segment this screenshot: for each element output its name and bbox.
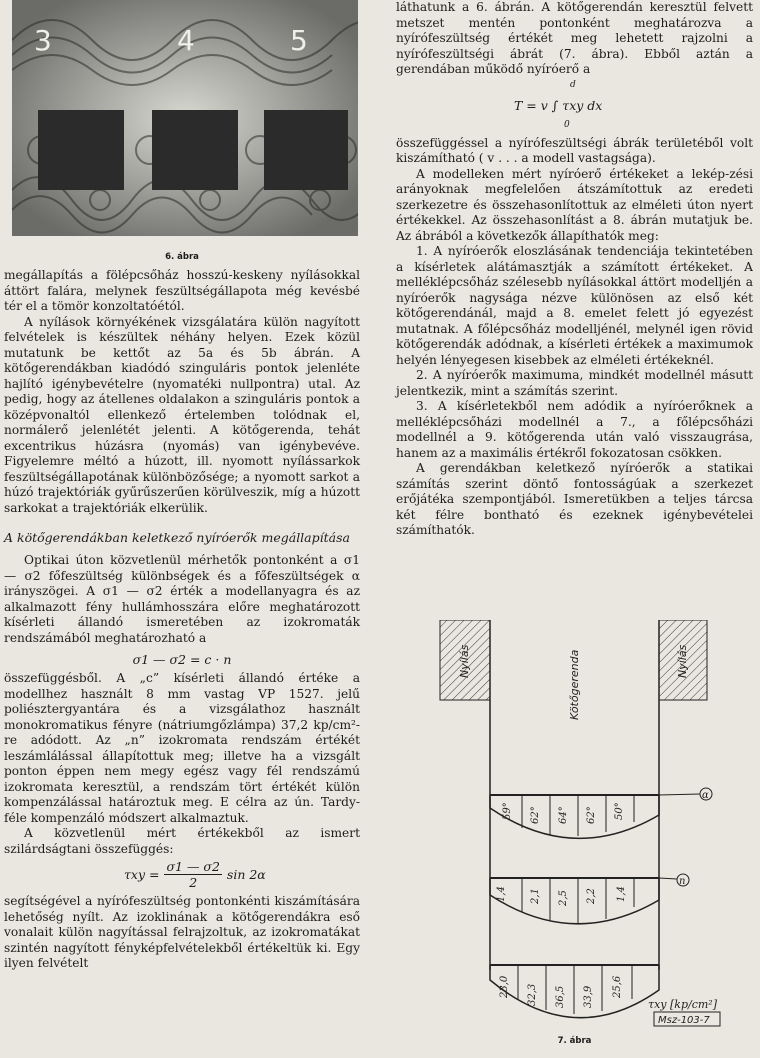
right-paragraph-6: 3. A kísérletekből nem adódik a nyíróerőknek a melléklépcsőházi modellnél a 7., a főlépcsőházi modellnél a 9. kötőgerenda után való visszaugrása, hanem az a maximális értékről fokozatosan csökken.: [396, 399, 753, 460]
formula-sigma: σ1 — σ2 = c · n: [132, 652, 232, 667]
tau-value-4: 33,9: [583, 985, 594, 1008]
n-value-3: 2,5: [558, 890, 569, 906]
opening-right-label: Nyílás: [676, 644, 689, 678]
formula-tau: [124, 859, 360, 890]
tau-value-2: 32,3: [527, 983, 538, 1006]
tau-unit-label: τxy [kp/cm²]: [648, 998, 717, 1011]
photo-digit-4: 4: [177, 24, 195, 57]
right-paragraph-3: A modelleken mért nyíróerő értékeket a lekép-zési arányoknak megfelelően átszámítottuk az eredeti szerkezetre és összehasonlítottuk az elméleti úton nyert értékekkel. Az összehasonlítást a 8. ábrán mutatjuk be. Az ábrából a következők állapíthatók meg:: [396, 166, 753, 243]
alpha-value-1: 59°: [502, 802, 513, 820]
figure-6-image: [12, 0, 358, 236]
alpha-value-5: 50°: [614, 802, 625, 820]
figure-6-caption: 6. ábra: [165, 252, 199, 262]
formula-tau-denominator: 2: [189, 875, 198, 890]
left-paragraph-2: A nyílások környékének vizsgálatára külön nagyított felvételek is készültek néhány helyen. Ezek közül mutatunk be kettőt az 5a és 5b ábrán. A kötőgerendákban kiadódó szinguláris pontok jelenléte hajlító igénybevételre (nyomatéki nullpontra) utal. Az pedig, hogy az átellenes oldalakon a szinguláris pontok a középvonaltól ellenkező értelemben tolódnak el, normálerő jelenlétét jelenti. A kötőgerenda, tehát excentrikus húzásra (nyomás) van igénybevéve. Figyelemre méltó a húzott, ill. nyomott nyílássarkok feszültségállapotának különbözősége; a nyomott sarkot a húzó trajektóriák gyűrűszerűen körülveszik, míg a húzott sarkokat a trajektóriák elkerülik.: [4, 314, 360, 515]
n-value-2: 2,1: [530, 888, 541, 904]
right-paragraph-4: 1. A nyíróerők eloszlásának tendenciája tekintetében a kísérletek alátámasztják a számított értékeket. A melléklépcsőház szélesebb nyílásokkal áttört modelljén a nyíróerők nagysága nézve különösen az első két kötőgerendánál, majd a 8. emelet felett jó egyezést mutatnak. A főlépcsőház modelljénél, melynél igen rövid kötőgerendák adódnak, a kísérleti értékek a maximumok helyén lényegesen kisebbek az elméleti értékeknél.: [396, 244, 753, 367]
alpha-value-4: 62°: [586, 806, 597, 824]
tau-value-3: 36,5: [555, 985, 566, 1008]
right-paragraph-5: 2. A nyíróerők maximuma, mindkét modellnél másutt jelentkezik, mint a számítás szerint.: [396, 368, 753, 398]
figure-7-diagram: [396, 620, 753, 1050]
opening-left-label: Nyílás: [458, 644, 471, 678]
right-paragraph-1: láthatunk a 6. ábrán. A kötőgerendán keresztül felvett metszet mentén pontonként meghatározva a nyírófeszültség értékét meg lehetett rajzolni a nyírófeszültségi ábrát (7. ábra). Ebből aztán a gerendában működő nyíróerő a: [396, 0, 753, 76]
formula-tau-numerator: σ1 — σ2: [166, 859, 220, 874]
photo-digit-3: 3: [34, 24, 52, 57]
formula-integral-upper: d: [570, 79, 576, 90]
section-heading: A kötőgerendákban keletkező nyíróerők megállapítása: [4, 530, 350, 545]
formula-tau-lhs: τxy =: [124, 867, 160, 882]
left-paragraph-5: A közvetlenül mért értékekből az ismert szilárdságtani összefüggés:: [4, 826, 360, 856]
formula-tau-rhs: sin 2α: [226, 867, 266, 882]
figure-6-photoelastic-photo: [12, 0, 358, 236]
left-paragraph-4: összefüggésből. A „c” kísérleti állandó értéke a modellhez használt 8 mm vastag VP 1527. jelű poliésztergyantára és a vizsgálathoz használt monokromatikus fényre (nátriumgőzlámpa) 37,2 kp/cm²-re adódott. Az „n” izokromata rendszám értékét leszámlálással állapítottuk meg; illetve ha a vizsgált ponton éppen nem megy egész vagy fél rendszámú izokromata keresztül, a rendszám tört értékét külön kompenzálással határoztuk meg. E célra az ún. Tardy-féle kompenzáló módszert alkalmaztuk.: [4, 671, 360, 825]
right-column: [396, 0, 753, 1046]
formula-integral-text: T = v ∫ τxy dx: [514, 97, 603, 113]
photo-digit-5: 5: [290, 24, 308, 57]
tau-value-5: 25,6: [612, 975, 623, 998]
formula-tau-fraction: [164, 859, 221, 890]
alpha-value-2: 62°: [530, 806, 541, 824]
curve-n-label: n: [679, 876, 686, 887]
n-value-1: 1,4: [496, 886, 507, 902]
alpha-value-3: 64°: [558, 806, 569, 824]
left-column: [4, 0, 360, 972]
formula-integral-lower: 0: [564, 119, 570, 130]
figure-7-ref: Msz-103-7: [658, 1015, 710, 1026]
right-paragraph-7: A gerendákban keletkező nyíróerők a statikai számítás szerint döntő fontosságúak a szerkezet erőjátéka szempontjából. Ismeretükben a teljes tárcsa két félre bontható és ezeknek igénybevételei számíthatók.: [396, 461, 753, 537]
left-paragraph-1: megállapítás a fölépcsőház hosszú-keskeny nyílásokkal áttört falára, melynek feszültségállapota még kevésbé tér el a tömör konzoltatóétól.: [4, 268, 360, 313]
n-value-5: 1,4: [616, 886, 627, 902]
left-paragraph-3: Optikai úton közvetlenül mérhetők pontonként a σ1 — σ2 főfeszültség különbségek és a főfeszültségek α irányszögei. A σ1 — σ2 érték a modellanyagra és az alkalmazott fény hullámhosszára előre meghatározott kísérleti állandó ismeretében az izokromaták rendszámából meghatározható a: [4, 553, 360, 645]
right-paragraph-2: összefüggéssel a nyírófeszültségi ábrák területéből volt kiszámítható ( v . . . a modell vastagsága).: [396, 135, 753, 165]
n-value-4: 2,2: [586, 888, 597, 904]
beam-label: Kötőgerenda: [568, 649, 581, 720]
curve-alpha-label: α: [702, 790, 709, 801]
left-paragraph-6: segítségével a nyírófeszültség pontonkénti kiszámítására lehetőség nyílt. Az izoklinának a kötőgerendákra eső vonalait külön nagyítással felrajzoltuk, az izokromatákat szintén nagyított fényképfelvételekből értékeltük ki. Egy ilyen felvételt: [4, 894, 360, 970]
figure-7-caption: 7. ábra: [557, 1036, 592, 1046]
formula-integral: [396, 78, 753, 136]
tau-value-1: 23,0: [499, 975, 510, 998]
